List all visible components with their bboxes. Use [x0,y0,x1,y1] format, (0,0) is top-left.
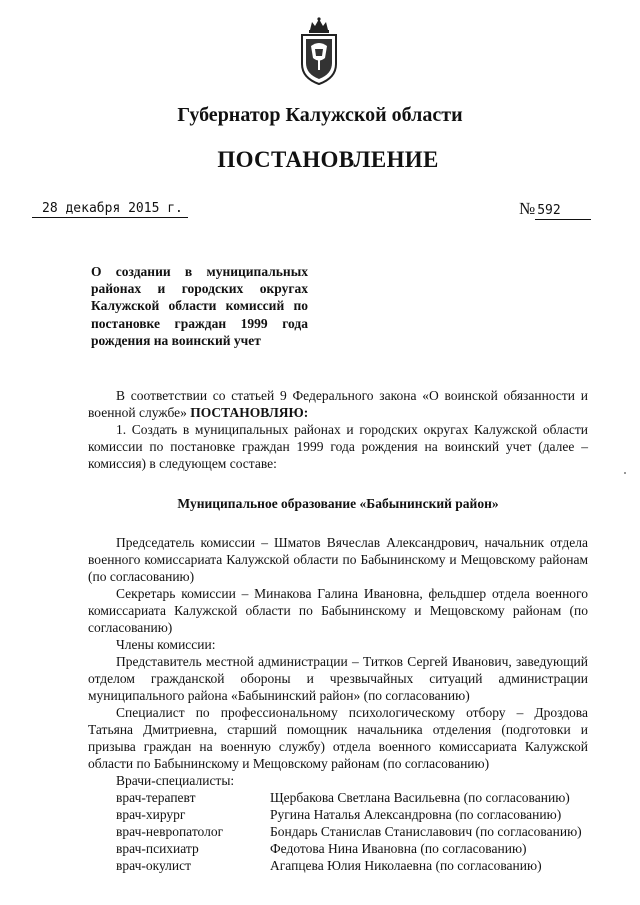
doctor-role: врач-окулист [116,858,191,873]
document-type: ПОСТАНОВЛЕНИЕ [217,147,439,172]
doctor-role: врач-психиатр [116,841,199,856]
secretary-paragraph: Секретарь комиссии – Минакова Галина Ивановна, фельдшер отдела военного комиссариата Калужской области по Бабынинскому и Мещовскому районам (по согласованию) [88,586,588,635]
chairman-paragraph: Председатель комиссии – Шматов Вячеслав Александрович, начальник отдела военного комиссариата Калужской области по Бабынинскому и Мещовскому районам (по согласованию) [88,535,588,584]
members-label: Члены комиссии: [116,637,216,652]
list-item [88,823,588,840]
section-title: Муниципальное образование «Бабынинский район» [177,496,499,511]
doctors-label: Врачи-специалисты: [116,773,235,788]
coat-of-arms-icon [298,16,340,88]
intro-text: В соответствии со статьей 9 Федерального закона «О воинской обязанности и военной службе» [88,388,588,420]
list-item [88,857,588,874]
member-psych-paragraph: Специалист по профессиональному психологическому отбору – Дроздова Татьяна Дмитриевна, старший помощник начальника отделения (подготовки и призыва граждан на военную службу) отдела военного комиссариата Калужской области по Бабынинскому и Мещовскому районам (по согласованию) [88,705,588,771]
scan-speck [624,472,626,474]
document-number: 592 [535,203,591,220]
doctor-name: Ругина Наталья Александровна (по согласованию) [270,807,562,822]
member-admin-paragraph: Представитель местной администрации – Титков Сергей Иванович, заведующий отделом гражданской обороны и чрезвычайных ситуаций администрации муниципального района «Бабынинский район» (по согласованию) [88,654,588,703]
list-item [88,806,588,823]
document-body [88,387,588,874]
doctor-name: Федотова Нина Ивановна (по согласованию) [270,841,527,856]
doctor-role: врач-терапевт [116,790,196,805]
doctor-role: врач-хирург [116,807,186,822]
document-subject: О создании в муниципальных районах и городских округах Калужской области комиссий по постановке граждан 1999 года рождения на воинский учет [91,264,308,348]
intro-paragraph [88,387,588,421]
doctor-name: Щербакова Светлана Васильевна (по согласованию) [270,790,570,805]
doctor-name: Бондарь Станислав Станиславович (по согласованию) [270,824,582,839]
issuing-authority: Губернатор Калужской области [177,104,463,126]
list-item [88,789,588,806]
doctor-name: Агапцева Юлия Николаевна (по согласованию) [270,858,542,873]
number-sign: № [519,199,536,218]
decree-word: ПОСТАНОВЛЯЮ: [190,405,309,420]
item-1-paragraph: 1. Создать в муниципальных районах и городских округах Калужской области комиссии по постановке граждан 1999 года рождения на воинский учет (далее – комиссия) в следующем составе: [88,422,588,471]
doctors-list [88,789,588,874]
document-number-block [519,199,603,220]
document-date: 28 декабря 2015 г. [32,201,188,218]
list-item [88,840,588,857]
doctor-role: врач-невропатолог [116,824,224,839]
